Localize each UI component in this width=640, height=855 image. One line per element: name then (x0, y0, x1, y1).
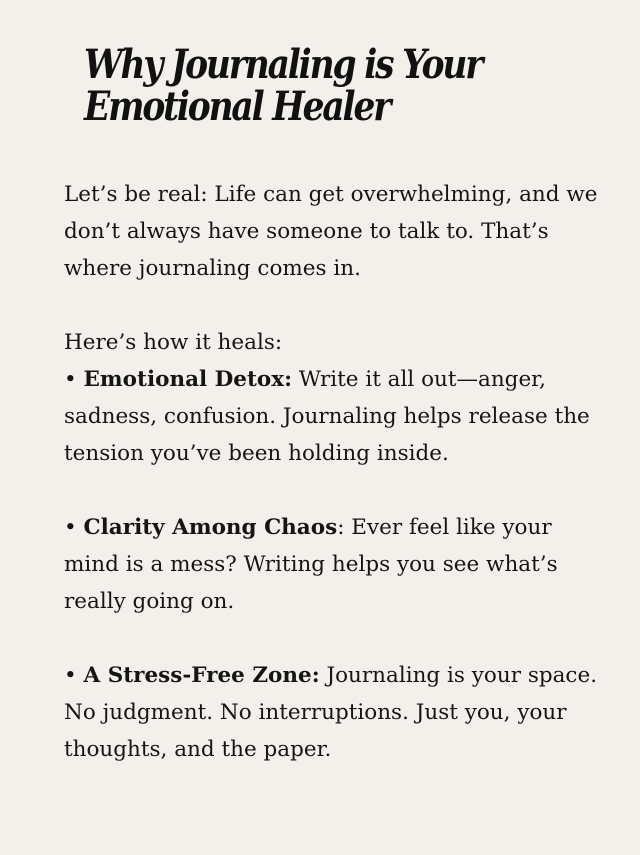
item-label: Emotional Detox: (83, 367, 293, 392)
item-label: A Stress-Free Zone: (83, 663, 320, 688)
list-item-clarity-among-chaos (64, 509, 609, 620)
bullet: • (64, 367, 84, 392)
item-text: Journaling is your space. No judgment. No interruptions. Just you, your thoughts, and the paper. (64, 663, 598, 762)
title-line-1: Why Journaling is Your (84, 41, 482, 88)
bullet: • (64, 663, 84, 688)
spacer (64, 287, 609, 324)
bullet: • (64, 515, 84, 540)
list-heading: Here’s how it heals: (64, 330, 283, 355)
article-body (64, 176, 609, 768)
title-line-2: Emotional Healer (84, 83, 390, 130)
spacer (64, 472, 609, 509)
list-item-stress-free-zone (64, 657, 609, 768)
item-text: : Ever feel like your mind is a mess? Writing helps you see what’s really going on. (64, 515, 558, 614)
spacer (64, 620, 609, 657)
intro-paragraph: Let’s be real: Life can get overwhelming, and we don’t always have someone to talk to. That’s where journaling comes in. (64, 182, 598, 281)
page-title (84, 41, 531, 130)
list-item-emotional-detox (64, 361, 609, 472)
item-text: Write it all out—anger, sadness, confusion. Journaling helps release the tension you’ve been holding inside. (64, 367, 590, 466)
item-label: Clarity Among Chaos (83, 515, 338, 540)
